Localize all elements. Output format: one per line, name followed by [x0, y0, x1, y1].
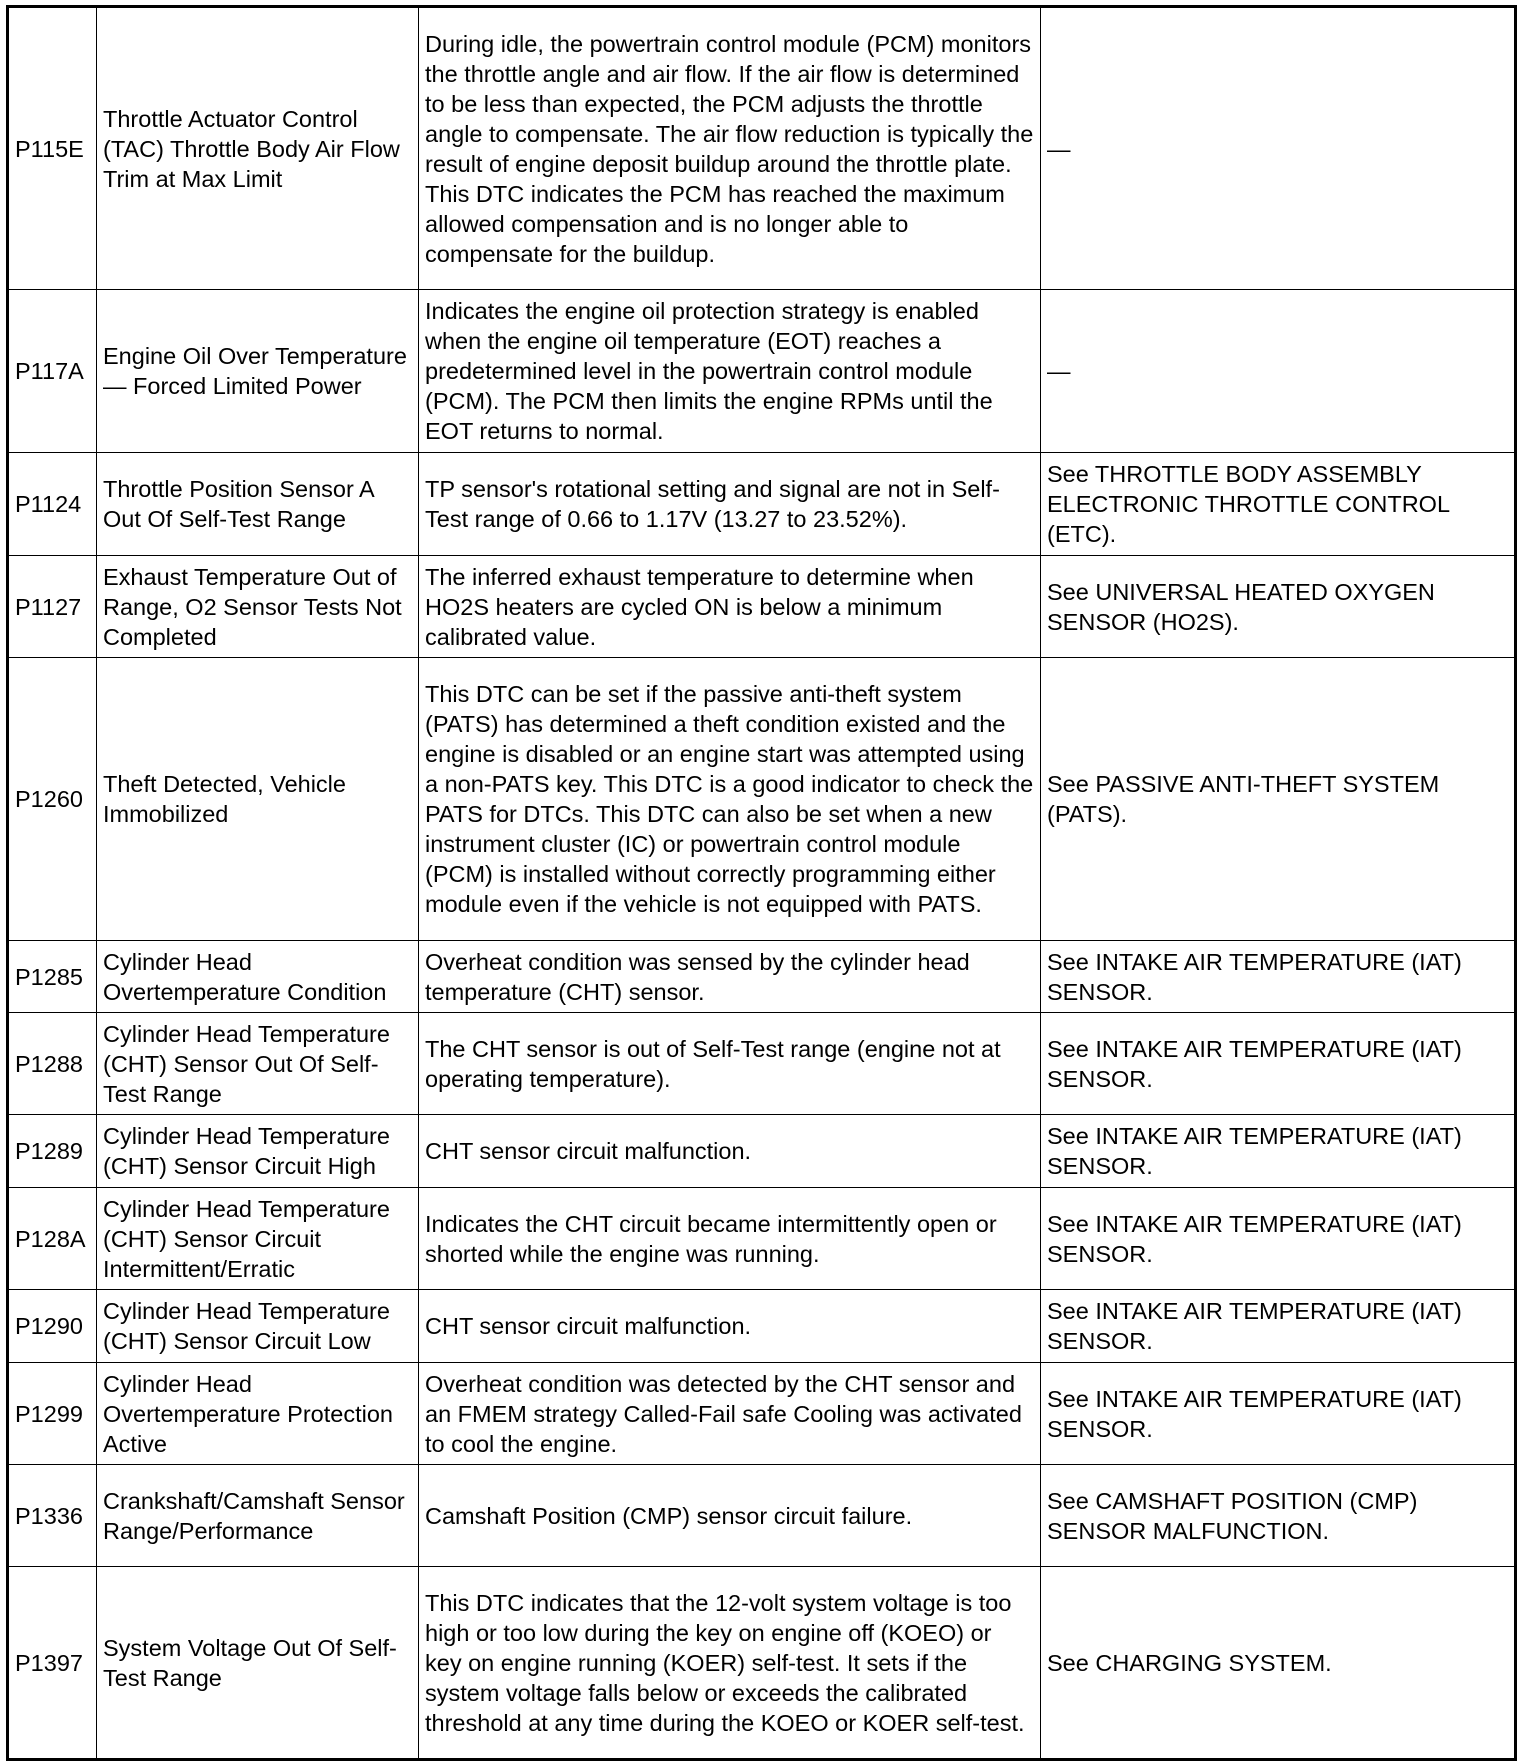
- dtc-description: Cylinder Head Overtemperature Condition: [97, 941, 419, 1013]
- dtc-code: P1127: [8, 556, 97, 658]
- dtc-condition: The inferred exhaust temperature to determine when HO2S heaters are cycled ON is below a minimum calibrated value.: [419, 556, 1041, 658]
- dtc-code: P1290: [8, 1290, 97, 1363]
- dtc-condition: CHT sensor circuit malfunction.: [419, 1115, 1041, 1188]
- dtc-action: See INTAKE AIR TEMPERATURE (IAT) SENSOR.: [1041, 941, 1516, 1013]
- table-row-p1288: [8, 1013, 1516, 1115]
- dtc-code: P117A: [8, 290, 97, 453]
- table-row-p117a: [8, 290, 1516, 453]
- table-row-p1127: [8, 556, 1516, 658]
- dtc-description: Cylinder Head Overtemperature Protection Active: [97, 1363, 419, 1465]
- dtc-action: See PASSIVE ANTI-THEFT SYSTEM (PATS).: [1041, 658, 1516, 941]
- dtc-code: P1285: [8, 941, 97, 1013]
- table-row-p115e: [8, 7, 1516, 290]
- dtc-action: —: [1041, 290, 1516, 453]
- dtc-action: See INTAKE AIR TEMPERATURE (IAT) SENSOR.: [1041, 1013, 1516, 1115]
- dtc-condition: CHT sensor circuit malfunction.: [419, 1290, 1041, 1363]
- dtc-description: Throttle Actuator Control (TAC) Throttle Body Air Flow Trim at Max Limit: [97, 7, 419, 290]
- dtc-action: See INTAKE AIR TEMPERATURE (IAT) SENSOR.: [1041, 1188, 1516, 1290]
- dtc-action: See INTAKE AIR TEMPERATURE (IAT) SENSOR.: [1041, 1115, 1516, 1188]
- dtc-condition: During idle, the powertrain control module (PCM) monitors the throttle angle and air flow. If the air flow is determined to be less than expected, the PCM adjusts the throttle angle to compensate. The air flow reduction is typically the result of engine deposit buildup around the throttle plate. This DTC indicates the PCM has reached the maximum allowed compensation and is no longer able to compensate for the buildup.: [419, 7, 1041, 290]
- dtc-code: P1299: [8, 1363, 97, 1465]
- dtc-code: P1289: [8, 1115, 97, 1188]
- dtc-condition: This DTC can be set if the passive anti-theft system (PATS) has determined a theft condition existed and the engine is disabled or an engine start was attempted using a non-PATS key. This DTC is a good indicator to check the PATS for DTCs. This DTC can also be set when a new instrument cluster (IC) or powertrain control module (PCM) is installed without correctly programming either module even if the vehicle is not equipped with PATS.: [419, 658, 1041, 941]
- dtc-condition: Indicates the engine oil protection strategy is enabled when the engine oil temperature (EOT) reaches a predetermined level in the powertrain control module (PCM). The PCM then limits the engine RPMs until the EOT returns to normal.: [419, 290, 1041, 453]
- table-row-p128a: [8, 1188, 1516, 1290]
- dtc-description: Cylinder Head Temperature (CHT) Sensor Circuit High: [97, 1115, 419, 1188]
- dtc-description: Engine Oil Over Temperature — Forced Limited Power: [97, 290, 419, 453]
- dtc-code: P115E: [8, 7, 97, 290]
- dtc-action: See CHARGING SYSTEM.: [1041, 1567, 1516, 1760]
- dtc-table-body: [8, 7, 1516, 1760]
- dtc-action: —: [1041, 7, 1516, 290]
- table-row-p1289: [8, 1115, 1516, 1188]
- dtc-action: See THROTTLE BODY ASSEMBLY ELECTRONIC THROTTLE CONTROL (ETC).: [1041, 453, 1516, 556]
- dtc-code: P1124: [8, 453, 97, 556]
- dtc-code: P1397: [8, 1567, 97, 1760]
- dtc-action: See INTAKE AIR TEMPERATURE (IAT) SENSOR.: [1041, 1363, 1516, 1465]
- dtc-action: See CAMSHAFT POSITION (CMP) SENSOR MALFUNCTION.: [1041, 1465, 1516, 1567]
- dtc-table: [6, 5, 1517, 1761]
- dtc-description: Throttle Position Sensor A Out Of Self-Test Range: [97, 453, 419, 556]
- dtc-code: P1288: [8, 1013, 97, 1115]
- table-row-p1299: [8, 1363, 1516, 1465]
- table-row-p1336: [8, 1465, 1516, 1567]
- dtc-description: Exhaust Temperature Out of Range, O2 Sensor Tests Not Completed: [97, 556, 419, 658]
- dtc-action: See INTAKE AIR TEMPERATURE (IAT) SENSOR.: [1041, 1290, 1516, 1363]
- table-row-p1397: [8, 1567, 1516, 1760]
- table-row-p1290: [8, 1290, 1516, 1363]
- table-row-p1124: [8, 453, 1516, 556]
- dtc-code: P1336: [8, 1465, 97, 1567]
- dtc-action: See UNIVERSAL HEATED OXYGEN SENSOR (HO2S).: [1041, 556, 1516, 658]
- dtc-condition: Indicates the CHT circuit became intermittently open or shorted while the engine was running.: [419, 1188, 1041, 1290]
- dtc-description: Crankshaft/Camshaft Sensor Range/Performance: [97, 1465, 419, 1567]
- table-row-p1285: [8, 941, 1516, 1013]
- dtc-description: System Voltage Out Of Self-Test Range: [97, 1567, 419, 1760]
- dtc-condition: Overheat condition was sensed by the cylinder head temperature (CHT) sensor.: [419, 941, 1041, 1013]
- dtc-description: Theft Detected, Vehicle Immobilized: [97, 658, 419, 941]
- dtc-description: Cylinder Head Temperature (CHT) Sensor Circuit Low: [97, 1290, 419, 1363]
- dtc-condition: Camshaft Position (CMP) sensor circuit failure.: [419, 1465, 1041, 1567]
- dtc-code: P1260: [8, 658, 97, 941]
- table-row-p1260: [8, 658, 1516, 941]
- dtc-code: P128A: [8, 1188, 97, 1290]
- dtc-condition: This DTC indicates that the 12-volt system voltage is too high or too low during the key on engine off (KOEO) or key on engine running (KOER) self-test. It sets if the system voltage falls below or exceeds the calibrated threshold at any time during the KOEO or KOER self-test.: [419, 1567, 1041, 1760]
- dtc-description: Cylinder Head Temperature (CHT) Sensor Circuit Intermittent/Erratic: [97, 1188, 419, 1290]
- dtc-condition: TP sensor's rotational setting and signal are not in Self-Test range of 0.66 to 1.17V (13.27 to 23.52%).: [419, 453, 1041, 556]
- dtc-description: Cylinder Head Temperature (CHT) Sensor Out Of Self-Test Range: [97, 1013, 419, 1115]
- dtc-condition: The CHT sensor is out of Self-Test range (engine not at operating temperature).: [419, 1013, 1041, 1115]
- dtc-condition: Overheat condition was detected by the CHT sensor and an FMEM strategy Called-Fail safe Cooling was activated to cool the engine.: [419, 1363, 1041, 1465]
